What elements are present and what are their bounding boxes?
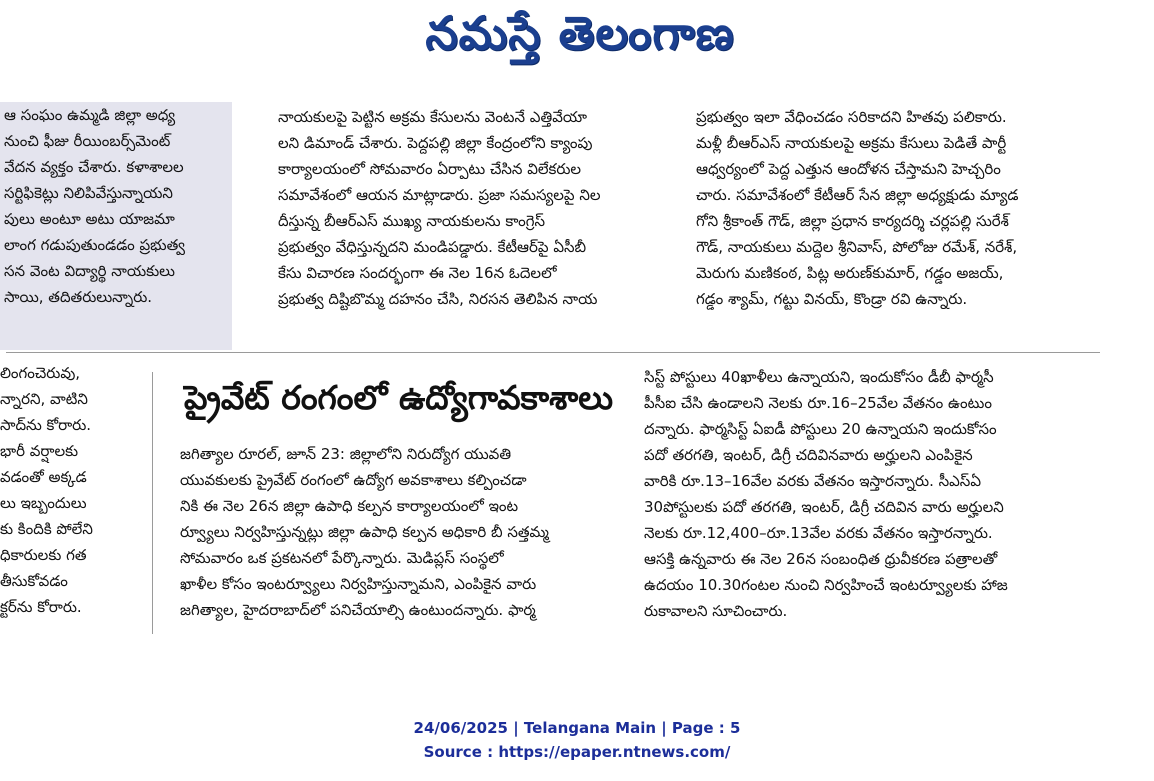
text-line: నాయకులపై పెట్టిన అక్రమ కేసులను వెంటనే ఎత్తివేయా xyxy=(278,108,587,126)
text-line: నికి ఈ నెల 26న జిల్లా ఉపాధి కల్పన కార్యాలయంలో ఇంట xyxy=(180,497,519,515)
text-line: కార్యాలయంలో సోమవారం ఏర్పాటు చేసిన విలేకరుల xyxy=(278,160,582,178)
text-line: ప్రభుత్వ దిష్టిబొమ్మ దహనం చేసి, నిరసన తెలిపిన నాయ xyxy=(278,290,598,308)
text-line: సాద్‌ను కోరారు. xyxy=(0,416,92,434)
text-line: సమావేశంలో ఆయన మాట్లాడారు. ప్రజా సమస్యలపై నిల xyxy=(278,186,601,204)
text-line: కు కిందికి పోలేని xyxy=(0,520,93,538)
text-line: మళ్లీ బీఆర్ఎస్ నాయకులపై అక్రమ కేసులు పెడితే పార్టీ xyxy=(696,134,1007,152)
story-headline: ప్రైవేట్ రంగంలో ఉద్యోగావకాశాలు xyxy=(184,378,614,417)
text-line: ప్రభుత్వం వేధిస్తున్నదని మండిపడ్డారు. కేటీఆర్‌పై ఏసీబీ xyxy=(278,238,587,256)
page-footer xyxy=(0,716,1154,764)
text-line: మెరుగు మణికంఠ, పిట్ల అరుణ్‌కుమార్, గడ్డం అజయ్, xyxy=(696,264,1004,282)
text-line: న్నారని, వాటిని xyxy=(0,390,88,408)
text-line: గోని శ్రీకాంత్ గౌడ్, జిల్లా ప్రధాన కార్యదర్శి చర్లపల్లి సురేశ్ xyxy=(696,212,1009,230)
text-line: ర్వ్యూలు నిర్వహిస్తున్నట్లు జిల్లా ఉపాధి కల్పన అధికారి బీ సత్తమ్మ xyxy=(180,523,549,541)
section-divider xyxy=(6,352,1100,353)
story-left-column xyxy=(180,441,628,649)
text-line: పదో తరగతి, ఇంటర్, డిగ్రీ చదివినవారు అర్హులని ఎంపికైన xyxy=(644,446,973,464)
left-bottom-column xyxy=(0,360,140,640)
text-line: సోమవారం ఒక ప్రకటనలో పేర్కొన్నారు. మెడిప్లస్ సంస్థలో xyxy=(180,549,504,567)
footer-source: Source : https://epaper.ntnews.com/ xyxy=(423,743,731,761)
text-line: భారీ వర్షాలకు xyxy=(0,442,79,460)
text-line: దన్నారు. ఫార్మసిస్ట్ ఏఐడీ పోస్టులు 20 ఉన్నాయని ఇందుకోసం xyxy=(644,420,997,438)
text-line: లాంగ గడుపుతుండడం ప్రభుత్వ xyxy=(4,236,186,254)
text-line: పులు అంటూ అటు యాజమా xyxy=(4,210,175,228)
text-line: జగిత్యాల, హైదరాబాద్‌లో పనిచేయాల్సి ఉంటుందన్నారు. ఫార్మ xyxy=(180,601,536,619)
text-line: నెలకు రూ.12,400–రూ.13వేల వరకు వేతనం ఇస్తారన్నారు. xyxy=(644,524,993,542)
text-line: ఉదయం 10.30గంటల నుంచి నిర్వహించే ఇంటర్వ్యూలకు హాజ xyxy=(644,576,1008,594)
text-line: లింగంచెరువు, xyxy=(0,364,81,382)
text-line: పీసీఐ చేసి ఉండాలని నెలకు రూ.16–25వేల వేతనం ఉంటుం xyxy=(644,394,992,412)
text-line: సాయి, తదితరులున్నారు. xyxy=(4,288,153,306)
text-line: లు ఇబ్బందులు xyxy=(0,494,87,512)
column-divider xyxy=(152,372,153,634)
text-line: ఆసక్తి ఉన్నవారు ఈ నెల 26న సంబంధిత ధ్రువీకరణ పత్రాలతో xyxy=(644,550,998,568)
text-line: ధికారులకు గత xyxy=(0,546,87,564)
story-right-column xyxy=(644,364,1094,634)
text-line: సిస్ట్ పోస్టులు 40ఖాళీలు ఉన్నాయని, ఇందుకోసం డీబీ ఫార్మసీ xyxy=(644,368,994,386)
text-line: తీసుకోవడం xyxy=(0,572,68,590)
footer-date-page: 24/06/2025 | Telangana Main | Page : 5 xyxy=(413,719,741,737)
text-line: దీస్తున్న బీఆర్ఎస్ ముఖ్య నాయకులను కాంగ్రెస్ xyxy=(278,212,546,230)
text-line: కేసు విచారణ సందర్భంగా ఈ నెల 16న ఓదెలలో xyxy=(278,264,557,282)
text-line: రుకావాలని సూచించారు. xyxy=(644,602,788,620)
left-top-column xyxy=(0,102,232,350)
text-line: ఆధ్వర్యంలో పెద్ద ఎత్తున ఆందోళన చేస్తామని హెచ్చరిం xyxy=(696,160,1001,178)
text-line: లని డిమాండ్ చేశారు. పెద్దపల్లి జిల్లా కేంద్రంలోని క్యాంపు xyxy=(278,134,593,152)
text-line: జగిత్యాల రూరల్, జూన్ 23: జిల్లాలోని నిరుద్యోగ యువతి xyxy=(180,445,512,463)
right-top-column xyxy=(696,104,1096,334)
newspaper-masthead: నమస్తే తెలంగాణ xyxy=(425,6,735,60)
text-line: క్టర్‌ను కోరారు. xyxy=(0,598,82,616)
text-line: వారికి రూ.13–16వేల వరకు వేతనం ఇస్తారన్నారు. సీఎస్ఏ xyxy=(644,472,982,490)
middle-top-column xyxy=(278,104,670,334)
text-line: 30పోస్టులకు పదో తరగతి, ఇంటర్, డిగ్రీ చదివిన వారు అర్హులని xyxy=(644,498,1004,516)
text-line: నుంచి ఫీజు రీయింబర్స్‌మెంట్ xyxy=(4,132,171,150)
text-line: చారు. సమావేశంలో కేటీఆర్ సేన జిల్లా అధ్యక్షుడు మ్యాడ xyxy=(696,186,1019,204)
text-line: ఆ సంఘం ఉమ్మడి జిల్లా అధ్య xyxy=(4,106,176,124)
text-line: యువకులకు ప్రైవేట్ రంగంలో ఉద్యోగ అవకాశాలు కల్పించడా xyxy=(180,471,527,489)
text-line: గడ్డం శ్యామ్, గట్టు వినయ్, కొండ్రా రవి ఉన్నారు. xyxy=(696,290,968,308)
text-line: సన వెంట విద్యార్థి నాయకులు xyxy=(4,262,175,280)
text-line: గౌడ్, నాయకులు మద్దెల శ్రీనివాస్, పోలోజు రమేశ్, నరేశ్, xyxy=(696,238,1018,256)
text-line: సర్టిఫికెట్లు నిలిపివేస్తున్నాయని xyxy=(4,184,173,202)
text-line: వేదన వ్యక్తం చేశారు. కళాశాలల xyxy=(4,158,184,176)
text-line: వడంతో అక్కడ xyxy=(0,468,87,486)
text-line: ఖాళీల కోసం ఇంటర్వ్యూలు నిర్వహిస్తున్నామని, ఎంపికైన వారు xyxy=(180,575,537,593)
text-line: ప్రభుత్వం ఇలా వేధించడం సరికాదని హితవు పలికారు. xyxy=(696,108,1007,126)
